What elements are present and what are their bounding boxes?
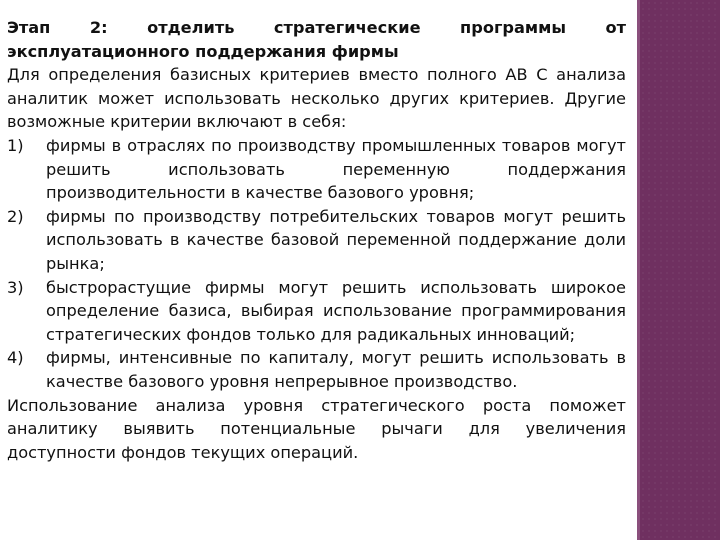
criteria-item	[7, 276, 626, 347]
criteria-list	[7, 134, 626, 394]
intro-paragraph: Для определения базисных критериев вместо полного AB C анализа аналитик может использовать несколько других критериев. Другие возможные критерии включают в себя:	[7, 65, 626, 132]
criteria-item	[7, 346, 626, 393]
criteria-number: 2)	[7, 206, 24, 226]
slide-title: Этап 2: отделить стратегические программы от эксплуатационного поддержания фирмы	[7, 18, 626, 61]
criteria-text: фирмы по производству потребительских товаров могут решить использовать в качестве базовой переменной поддержание доли рынка;	[46, 206, 626, 273]
criteria-text: фирмы, интенсивные по капиталу, могут решить использовать в качестве базового уровня непрерывное производство.	[46, 348, 626, 391]
criteria-number: 3)	[7, 277, 24, 297]
criteria-item	[7, 205, 626, 276]
panel-texture	[640, 0, 720, 540]
criteria-number: 4)	[7, 348, 24, 368]
slide-content	[7, 16, 626, 464]
conclusion-paragraph: Использование анализа уровня стратегического роста поможет аналитику выявить потенциальные рычаги для увеличения доступности фондов текущих операций.	[7, 395, 626, 462]
criteria-text: быстрорастущие фирмы могут решить использовать широкое определение базиса, выбирая использование программирования стратегических фондов только для радикальных инноваций;	[46, 277, 626, 344]
criteria-number: 1)	[7, 135, 24, 155]
criteria-text: фирмы в отраслях по производству промышленных товаров могут решить использовать переменную поддержания производительности в качестве базового уровня;	[46, 135, 626, 203]
criteria-item	[7, 134, 626, 205]
